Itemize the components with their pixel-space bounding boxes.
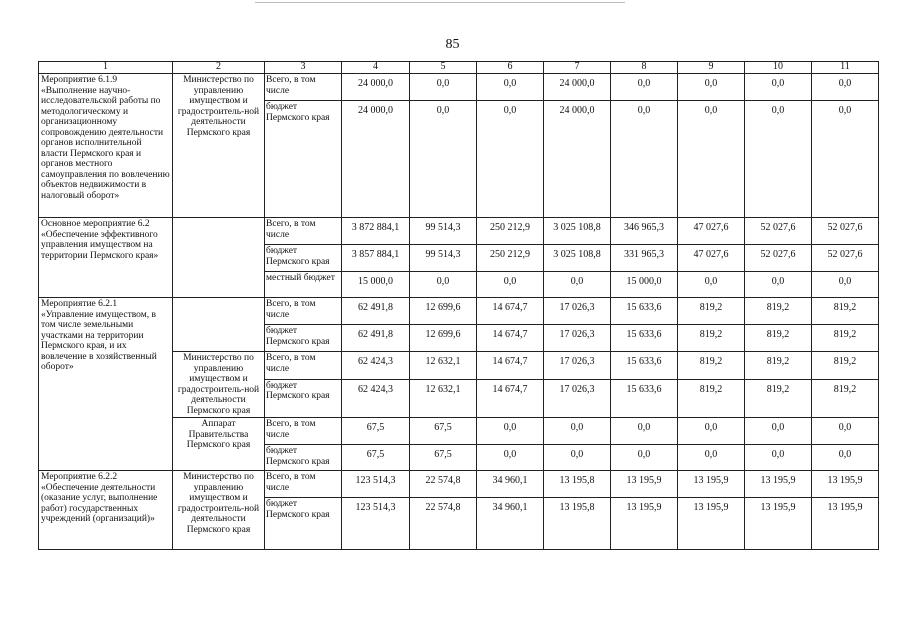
amount-cell: 819,2 [678,352,745,380]
executor-name: Министерство по управлению имуществом и градостроитель-ной деятельности Пермского края [173,352,265,418]
amount-cell: 0,0 [678,445,745,471]
amount-cell: 67,5 [342,445,410,471]
funding-source: Всего, в том числе [265,471,342,498]
executor-name: Аппарат Правительства Пермского края [173,418,265,471]
amount-cell: 24 000,0 [342,101,410,218]
funding-source: Всего, в том числе [265,418,342,445]
amount-cell: 67,5 [342,418,410,445]
column-number: 7 [544,62,611,74]
amount-cell: 17 026,3 [544,325,611,352]
amount-cell: 22 574,8 [410,498,477,550]
amount-cell: 67,5 [410,418,477,445]
amount-cell: 99 514,3 [410,218,477,245]
amount-cell: 13 195,9 [745,498,812,550]
amount-cell: 0,0 [477,74,544,101]
funding-source: Всего, в том числе [265,352,342,380]
amount-cell: 819,2 [745,325,812,352]
amount-cell: 15 000,0 [342,272,410,298]
funding-source: Всего, в том числе [265,218,342,245]
executor-name [173,218,265,298]
amount-cell: 47 027,6 [678,218,745,245]
amount-cell: 17 026,3 [544,379,611,417]
funding-source: Всего, в том числе [265,298,342,325]
amount-cell: 14 674,7 [477,379,544,417]
amount-cell: 0,0 [410,74,477,101]
funding-source: бюджет Пермского края [265,445,342,471]
amount-cell: 52 027,6 [745,245,812,272]
measure-name: Мероприятие 6.2.1 «Управление имуществом, в том числе земельными участками на территории Пермского края, и их вовлечение в хозяйственный оборот» [39,298,173,471]
amount-cell: 15 633,6 [611,352,678,380]
amount-cell: 819,2 [745,352,812,380]
amount-cell: 17 026,3 [544,298,611,325]
column-number: 8 [611,62,678,74]
amount-cell: 0,0 [477,272,544,298]
executor-name: Министерство по управлению имуществом и градостроитель-ной деятельности Пермского края [173,74,265,218]
amount-cell: 14 674,7 [477,325,544,352]
amount-cell: 34 960,1 [477,498,544,550]
amount-cell: 0,0 [745,445,812,471]
amount-cell: 52 027,6 [812,218,879,245]
amount-cell: 52 027,6 [745,218,812,245]
column-number: 9 [678,62,745,74]
table-row [39,218,879,245]
funding-source: местный бюджет [265,272,342,298]
amount-cell: 12 699,6 [410,298,477,325]
amount-cell: 12 632,1 [410,379,477,417]
funding-source: бюджет Пермского края [265,101,342,218]
amount-cell: 13 195,9 [678,498,745,550]
amount-cell: 15 633,6 [611,379,678,417]
amount-cell: 0,0 [812,101,879,218]
column-number: 10 [745,62,812,74]
amount-cell: 3 025 108,8 [544,218,611,245]
amount-cell: 0,0 [678,74,745,101]
amount-cell: 819,2 [812,298,879,325]
table-row [39,74,879,101]
funding-source: бюджет Пермского края [265,325,342,352]
amount-cell: 0,0 [544,418,611,445]
amount-cell: 0,0 [745,101,812,218]
amount-cell: 17 026,3 [544,352,611,380]
funding-source: бюджет Пермского края [265,245,342,272]
measure-name: Мероприятие 6.1.9 «Выполнение научно-исследовательской работы по методологическому и организационному сопровождению деятельности органов исполнительной власти Пермского края и органов местного самоуправления по вовлечению объектов недвижимости в налоговый оборот» [39,74,173,218]
amount-cell: 0,0 [544,272,611,298]
amount-cell: 3 872 884,1 [342,218,410,245]
amount-cell: 99 514,3 [410,245,477,272]
funding-source: бюджет Пермского края [265,379,342,417]
amount-cell: 0,0 [611,101,678,218]
amount-cell: 819,2 [745,298,812,325]
amount-cell: 13 195,9 [812,498,879,550]
budget-table [38,61,879,550]
column-number: 1 [39,62,173,74]
column-number: 11 [812,62,879,74]
amount-cell: 0,0 [745,74,812,101]
amount-cell: 14 674,7 [477,298,544,325]
amount-cell: 0,0 [812,445,879,471]
amount-cell: 250 212,9 [477,245,544,272]
amount-cell: 0,0 [410,272,477,298]
amount-cell: 24 000,0 [544,74,611,101]
table-body [39,62,879,550]
amount-cell: 0,0 [611,418,678,445]
amount-cell: 123 514,3 [342,498,410,550]
amount-cell: 0,0 [678,272,745,298]
amount-cell: 62 424,3 [342,352,410,380]
amount-cell: 346 965,3 [611,218,678,245]
amount-cell: 819,2 [812,379,879,417]
amount-cell: 24 000,0 [342,74,410,101]
amount-cell: 0,0 [477,445,544,471]
amount-cell: 24 000,0 [544,101,611,218]
table-row [39,298,879,325]
amount-cell: 0,0 [812,272,879,298]
amount-cell: 13 195,9 [611,471,678,498]
amount-cell: 13 195,9 [745,471,812,498]
amount-cell: 62 424,3 [342,379,410,417]
column-number: 2 [173,62,265,74]
amount-cell: 13 195,8 [544,471,611,498]
column-number: 5 [410,62,477,74]
amount-cell: 15 000,0 [611,272,678,298]
amount-cell: 52 027,6 [812,245,879,272]
amount-cell: 0,0 [611,445,678,471]
amount-cell: 15 633,6 [611,325,678,352]
executor-name [173,298,265,352]
amount-cell: 819,2 [745,379,812,417]
amount-cell: 819,2 [678,325,745,352]
column-number: 4 [342,62,410,74]
amount-cell: 0,0 [678,101,745,218]
amount-cell: 22 574,8 [410,471,477,498]
table-row [39,471,879,498]
amount-cell: 819,2 [812,325,879,352]
amount-cell: 13 195,9 [611,498,678,550]
measure-name: Основное мероприятие 6.2 «Обеспечение эффективного управления имуществом на территории Пермского края» [39,218,173,298]
amount-cell: 47 027,6 [678,245,745,272]
amount-cell: 123 514,3 [342,471,410,498]
amount-cell: 13 195,8 [544,498,611,550]
amount-cell: 819,2 [812,352,879,380]
funding-source: бюджет Пермского края [265,498,342,550]
amount-cell: 0,0 [611,74,678,101]
column-number: 3 [265,62,342,74]
amount-cell: 0,0 [410,101,477,218]
amount-cell: 67,5 [410,445,477,471]
amount-cell: 0,0 [477,101,544,218]
column-number-row [39,62,879,74]
amount-cell: 62 491,8 [342,298,410,325]
amount-cell: 34 960,1 [477,471,544,498]
amount-cell: 250 212,9 [477,218,544,245]
amount-cell: 12 699,6 [410,325,477,352]
amount-cell: 12 632,1 [410,352,477,380]
amount-cell: 3 025 108,8 [544,245,611,272]
scan-edge-line [255,2,625,3]
amount-cell: 0,0 [678,418,745,445]
amount-cell: 0,0 [745,418,812,445]
amount-cell: 331 965,3 [611,245,678,272]
amount-cell: 0,0 [745,272,812,298]
amount-cell: 14 674,7 [477,352,544,380]
amount-cell: 3 857 884,1 [342,245,410,272]
amount-cell: 819,2 [678,379,745,417]
funding-source: Всего, в том числе [265,74,342,101]
measure-name: Мероприятие 6.2.2 «Обеспечение деятельности (оказание услуг, выполнение работ) государственных учреждений (организаций)» [39,471,173,550]
executor-name: Министерство по управлению имуществом и градостроитель-ной деятельности Пермского края [173,471,265,550]
page-number: 85 [445,37,460,52]
amount-cell: 13 195,9 [812,471,879,498]
amount-cell: 819,2 [678,298,745,325]
amount-cell: 15 633,6 [611,298,678,325]
amount-cell: 0,0 [812,418,879,445]
amount-cell: 0,0 [477,418,544,445]
amount-cell: 0,0 [544,445,611,471]
amount-cell: 13 195,9 [678,471,745,498]
column-number: 6 [477,62,544,74]
amount-cell: 62 491,8 [342,325,410,352]
amount-cell: 0,0 [812,74,879,101]
